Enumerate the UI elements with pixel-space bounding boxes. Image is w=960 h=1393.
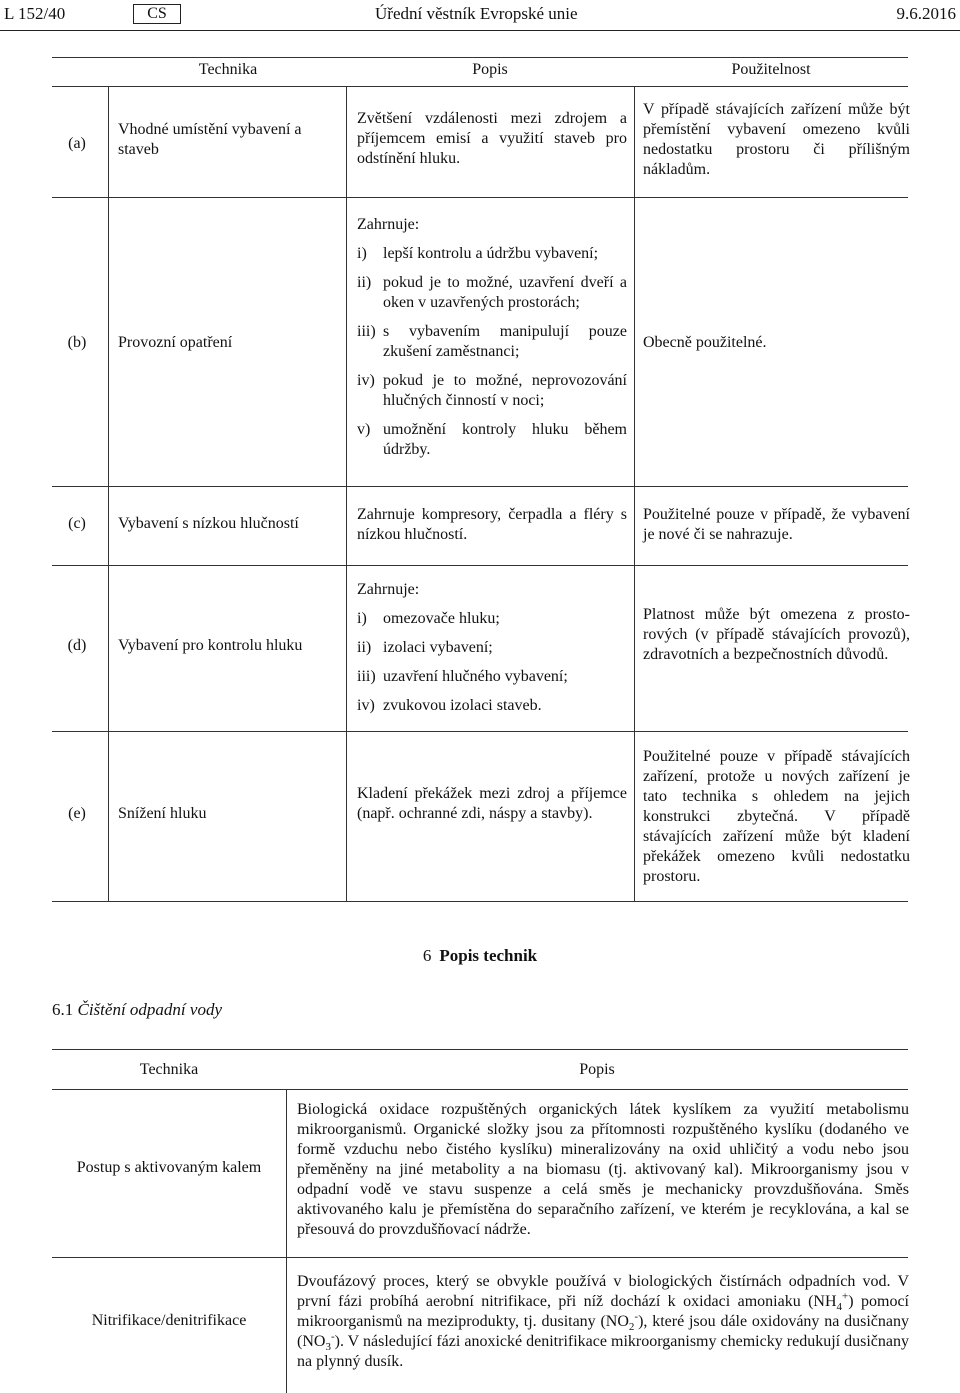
row-letter: (c) — [68, 515, 86, 532]
row-rule — [52, 197, 908, 198]
technique-name: Vhodné umístění vybavení a staveb — [118, 121, 302, 158]
list-item: iv) zvukovou izolaci staveb. — [357, 697, 542, 714]
column-header-technique: Technika — [139, 1061, 199, 1078]
technique-name: Vybavení pro kontrolu hluku — [118, 637, 303, 654]
page-header — [0, 0, 960, 31]
row-letter: (d) — [67, 637, 87, 654]
column-divider — [346, 86, 347, 901]
column-divider — [108, 86, 109, 901]
technique-description: Zahrnuje kompresory, čerpadla a fléry s nízkou hlučností. — [357, 506, 627, 543]
row-letter: (a) — [68, 135, 86, 152]
column-divider — [634, 86, 635, 901]
technique-name: Snížení hluku — [118, 805, 207, 822]
publication-date: 9.6.2016 — [896, 4, 956, 23]
list-item: ii) pokud je to možné, uzavření dveří a oken v uzavřených prostorách; — [357, 274, 627, 311]
technique-name: Nitrifikace/denitrifikace — [91, 1312, 247, 1329]
list-item: iv) pokud je to možné, neprovozování hlučných činností v noci; — [357, 372, 627, 409]
list-item: i) omezovače hluku; — [357, 610, 500, 627]
technique-description: Biologická oxidace rozpuštěných organických látek kyslíkem za využití metabolismu mikroorganismů. Organické složky jsou za přítomnosti rozpuštěného kyslíku (dodaného ve formě vzduchu nebo čistého kyslíku) mineralizovány na oxid uhličitý a vodu nebo jsou přeměněny na jiné metabolity a na biomasu (tj. aktivovaný kal). Mikroorganismy jsou v odpadní vodě ve stavu suspenze a celá směs je mechanicky provzdušňována. Směs aktivovaného kalu je přemístěna do separačního zařízení, ve kterém je recyklována, a kal se přesouvá do provzdušňovací nádrže. — [297, 1101, 909, 1238]
technique-description: Kladení překážek mezi zdroj a příjemce (např. ochranné zdi, náspy a stavby). — [357, 785, 627, 822]
column-header-applicability: Použitelnost — [731, 61, 811, 78]
list-item: i) lepší kontrolu a údržbu vybavení; — [357, 245, 599, 262]
row-rule — [52, 1257, 908, 1258]
subsection-heading: 6.1 Čištění odpadní vody — [52, 1000, 222, 1019]
section-heading: 6 Popis technik — [422, 946, 538, 965]
list-item: ii) izolaci vybavení; — [357, 639, 493, 656]
technique-description: Zvětšení vzdálenosti mezi zdrojem a příjemcem emisí a využití staveb pro odstínění hluku. — [357, 110, 627, 167]
page-reference: L 152/40 — [4, 4, 66, 23]
column-header-description: Popis — [579, 1061, 615, 1078]
language-badge: CS — [133, 4, 181, 24]
row-rule — [52, 565, 908, 566]
technique-applicability: Použitelné pouze v případě, že vybavení je nové či se nahrazuje. — [643, 506, 910, 543]
journal-title: Úřední věstník Evropské unie — [375, 4, 578, 23]
technique-description — [357, 580, 627, 725]
row-letter: (e) — [68, 805, 86, 822]
description-intro: Zahrnuje: — [357, 216, 420, 233]
description-intro: Zahrnuje: — [357, 581, 420, 598]
technique-applicability: V případě stávajících zařízení může být přemístění vybavení omezeno kvůli nedostatku prostoru či přílišným nákladům. — [643, 101, 910, 178]
column-header-technique: Technika — [198, 61, 258, 78]
row-letter: (b) — [67, 334, 87, 351]
column-header-description: Popis — [472, 61, 508, 78]
list-item: iii) uzavření hlučného vybavení; — [357, 668, 568, 685]
technique-applicability: Obecně použitelné. — [643, 334, 767, 351]
technique-applicability: Použitelné pouze v případě stávajících zařízení, protože u nových zařízení je tato technika s ohledem na jejich konstrukci zbytečná. V případě stávajících zařízení může být kladení překážek omezeno kvůli nedostatku prostoru. — [643, 748, 910, 885]
list-item: v) umožnění kontroly hluku během údržby. — [357, 421, 627, 458]
technique-name: Provozní opatření — [118, 334, 233, 351]
technique-name: Postup s aktivovaným kalem — [76, 1159, 262, 1176]
table-top-rule — [52, 57, 908, 58]
list-item: iii) s vybavením manipulují pouze zkušení zaměstnanci; — [357, 323, 627, 360]
header-rule — [52, 86, 908, 87]
table-top-rule — [52, 1049, 908, 1050]
row-rule — [52, 486, 908, 487]
technique-description: Dvoufázový proces, který se obvykle používá v biologických čistírnách odpadních vod. V první fázi probíhá aerobní nitrifikace, při níž dochází k oxidaci amoniaku $(NH_4^+)$ pomocí mikroorganismů na meziprodukty, tj. dusitany $(NO_2^-)$, které jsou dále oxidovány na dusičnany $(NO_3^-)$. V následující fázi anoxické denitrifikace mikroorganismy chemicky redukují dusičnany na plynný dusík. — [297, 1273, 909, 1370]
technique-description — [357, 215, 627, 469]
header-rule — [52, 1089, 908, 1090]
column-divider — [286, 1089, 287, 1393]
technique-name: Vybavení s nízkou hlučností — [118, 515, 299, 532]
technique-applicability: Platnost může být omezena z prostorových (v případě stávajících provozů), zdravotních a bezpečnostních důvodů. — [643, 606, 910, 663]
table-bottom-rule — [52, 901, 908, 902]
row-rule — [52, 731, 908, 732]
